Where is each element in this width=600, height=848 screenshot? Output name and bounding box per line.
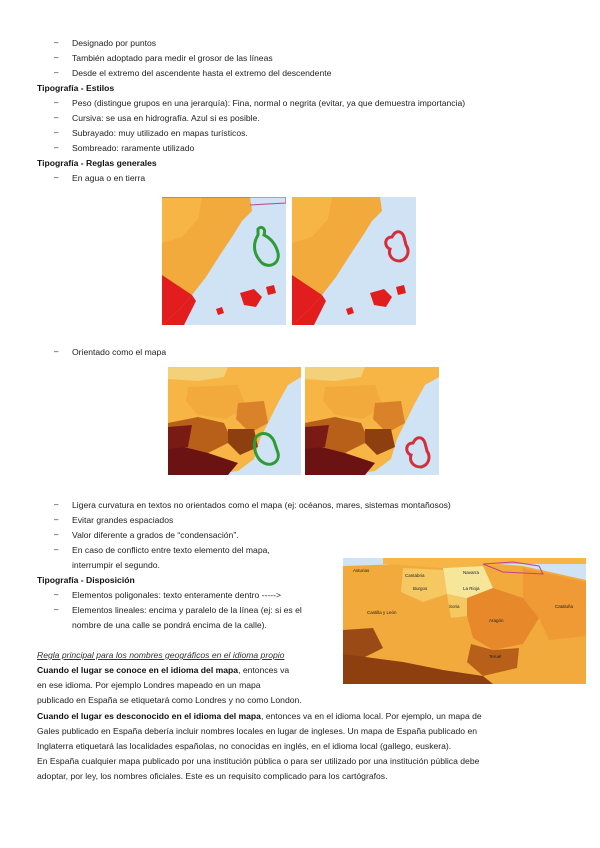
bullet-dash: –: [54, 347, 59, 356]
bullet-dash: –: [54, 530, 59, 539]
bullet-dash: –: [54, 500, 59, 509]
paragraph-line: Gales publicado en España debería incluir nombres locales en lugar de ingleses. Un mapa de España publicado en: [37, 726, 477, 736]
known-rest: , entonces va: [238, 665, 290, 675]
list-item: También adoptado para medir el grosor de las líneas: [72, 53, 273, 63]
paragraph-line: en ese idioma. Por ejemplo Londres mapeado en un mapa: [37, 680, 261, 690]
map-label: Asturias: [353, 568, 370, 573]
map-label: Teruel: [489, 654, 502, 659]
map-label: Castilla y León: [367, 610, 397, 615]
unknown-lead: Cuando el lugar es desconocido en el idioma del mapa: [37, 711, 261, 721]
bullet-dash: –: [54, 98, 59, 107]
rule-title: Regla principal para los nombres geográficos en el idioma propio: [37, 650, 285, 660]
list-item: Designado por puntos: [72, 38, 157, 48]
map-label: Navarra: [463, 570, 480, 575]
map-label: La Rioja: [463, 586, 480, 591]
map-label: Cataluña: [555, 604, 574, 609]
bullet-dash: –: [54, 128, 59, 137]
map-oriented-label-bad: [305, 367, 439, 475]
list-item: Desde el extremo del ascendente hasta el extremo del descendente: [72, 68, 332, 78]
list-item: En caso de conflicto entre texto elemento del mapa,: [72, 545, 270, 555]
list-item: Cursiva: se usa en hidrografía. Azul si es posible.: [72, 113, 260, 123]
list-item: En agua o en tierra: [72, 173, 146, 183]
map-label: Soria: [449, 604, 460, 609]
bullet-dash: –: [54, 113, 59, 122]
paragraph-line: En España cualquier mapa publicado por una institución pública o para ser utilizado por una institución pública debe: [37, 756, 480, 766]
list-item-continuation: nombre de una calle se pondrá encima de la calle).: [72, 620, 267, 630]
bullet-dash: –: [54, 68, 59, 77]
paragraph-line: publicado en España se etiquetará como Londres y no como London.: [37, 695, 302, 705]
bullet-dash: –: [54, 545, 59, 554]
list-item: Evitar grandes espaciados: [72, 515, 174, 525]
list-item: Peso (distingue grupos en una jerarquía): Fina, normal o negrita (evitar, ya que demuestra importancia): [72, 98, 466, 108]
bullet-dash: –: [54, 53, 59, 62]
section-heading-styles: Tipografía - Estilos: [37, 83, 115, 93]
map-label-on-land-good: [162, 197, 286, 325]
list-item: Orientado como el mapa: [72, 347, 167, 357]
unknown-rest: , entonces va en el idioma local. Por ejemplo, un mapa de: [260, 711, 482, 721]
list-item: Elementos poligonales: texto enteramente dentro ----->: [72, 590, 281, 600]
map-oriented-label-good: [168, 367, 301, 475]
paragraph-line: Inglaterra etiquetará las localidades españolas, no conocidas en inglés, en el idioma local (gallego, euskera).: [37, 741, 452, 751]
list-item: Subrayado: muy utilizado en mapas turísticos.: [72, 128, 248, 138]
list-item: Valor diferente a grados de “condensación”.: [72, 530, 239, 540]
map-polygon-labels: [343, 558, 586, 684]
map-label-on-water-bad: [292, 197, 416, 325]
map-label: Burgos: [413, 586, 428, 591]
known-lead: Cuando el lugar se conoce en el idioma del mapa: [37, 665, 239, 675]
bullet-dash: –: [54, 605, 59, 614]
list-item-continuation: interrumpir el segundo.: [72, 560, 160, 570]
map-label: Aragón: [489, 618, 504, 623]
bullet-dash: –: [54, 590, 59, 599]
paragraph-line: [37, 710, 482, 722]
paragraph-line: adoptar, por ley, los nombres oficiales. Este es un requisito complicado para los cartógrafos.: [37, 771, 388, 781]
paragraph-line: [37, 664, 289, 676]
bullet-dash: –: [54, 515, 59, 524]
list-item: Sombreado: raramente utilizado: [72, 143, 195, 153]
bullet-dash: –: [54, 173, 59, 182]
bullet-dash: –: [54, 143, 59, 152]
bullet-dash: –: [54, 38, 59, 47]
list-item: Elementos lineales: encima y paralelo de la línea (ej: si es el: [72, 605, 302, 615]
section-heading-layout: Tipografía - Disposición: [37, 575, 135, 585]
list-item: Ligera curvatura en textos no orientados como el mapa (ej: océanos, mares, sistemas montañosos): [72, 500, 451, 510]
section-heading-general-rules: Tipografía - Reglas generales: [37, 158, 157, 168]
map-label: Cantabria: [405, 573, 425, 578]
